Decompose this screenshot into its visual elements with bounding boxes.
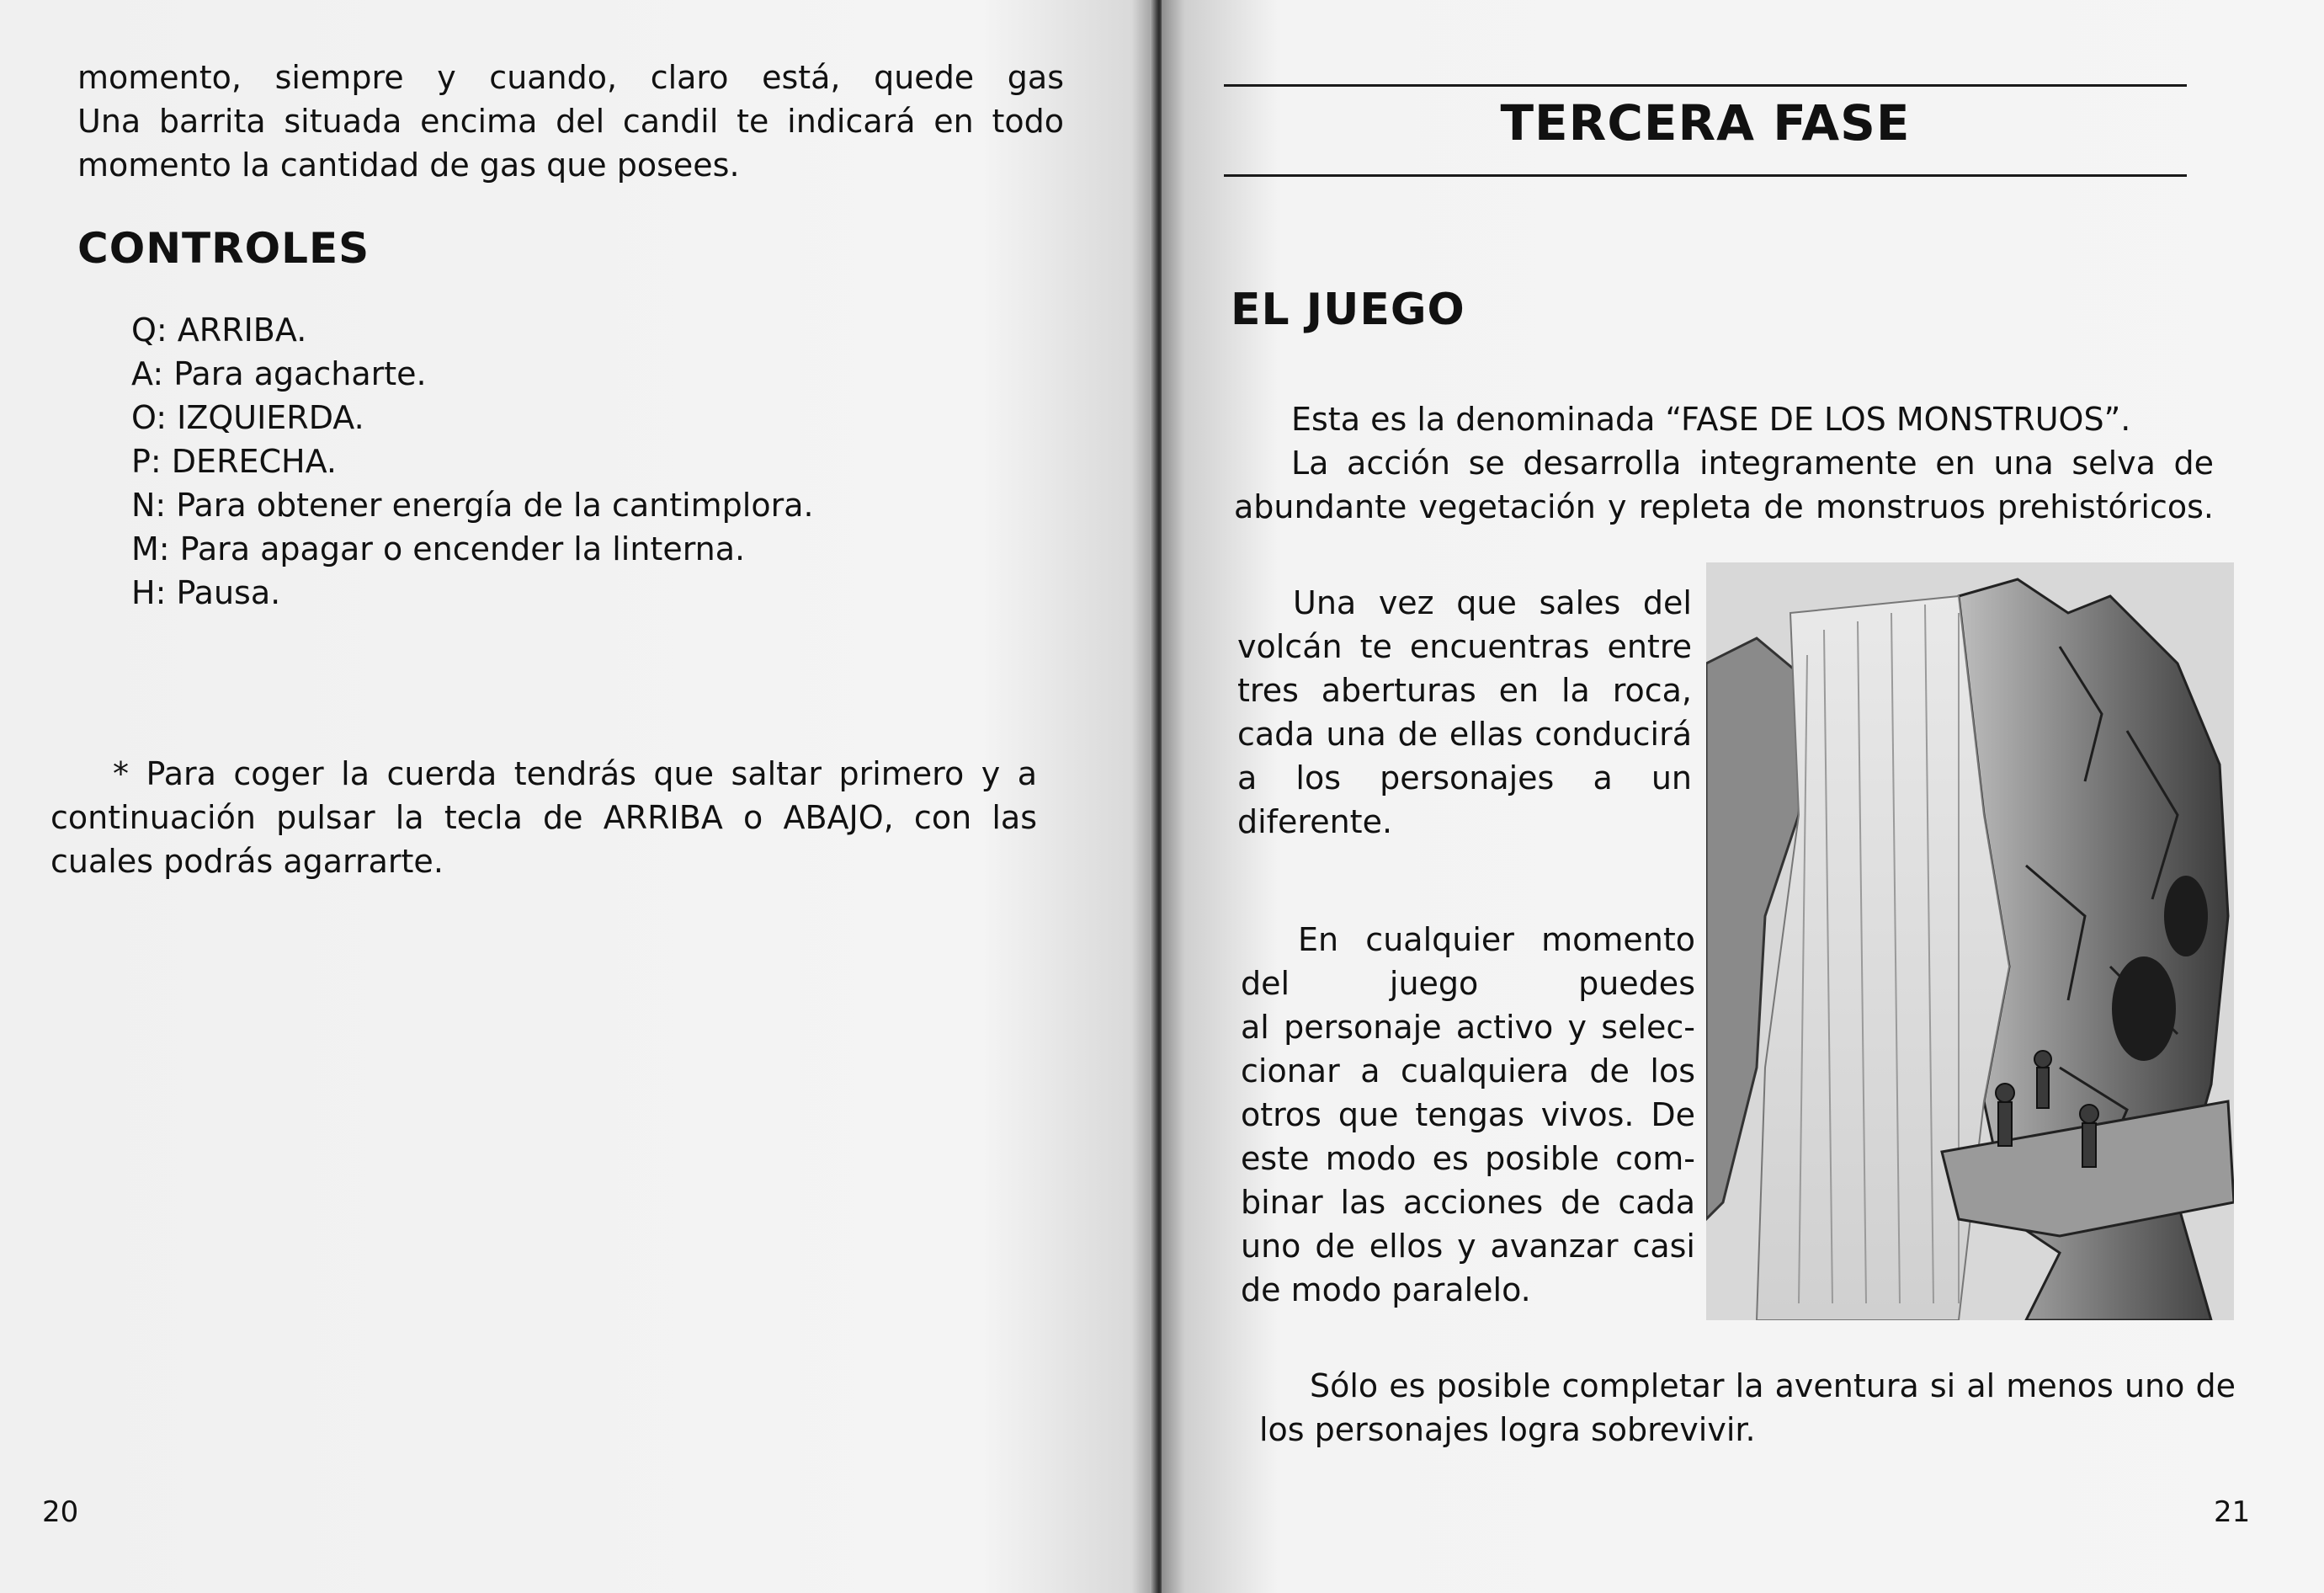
section-heading: EL JUEGO xyxy=(1231,285,1465,335)
rope-note xyxy=(51,752,1037,883)
left-intro-paragraph xyxy=(77,56,1064,187)
left-page xyxy=(0,0,1155,1593)
control-item: O: IZQUIERDA. xyxy=(131,399,364,436)
switch-line: otros que tengas vivos. De xyxy=(1241,1096,1695,1133)
title-rule-top xyxy=(1224,84,2187,87)
final-line: los personajes logra sobrevivir. xyxy=(1259,1411,1756,1448)
switch-line: En cualquier momento xyxy=(1298,921,1695,958)
switch-line: del juego puedes xyxy=(1241,965,1695,1002)
right-intro-line: La acción se desarrolla integramente en una selva de xyxy=(1291,445,2214,482)
final-paragraph xyxy=(1259,1364,2236,1452)
note-line: continuación pulsar la tecla de ARRIBA o ABAJO, con las xyxy=(51,799,1037,836)
controls-heading: CONTROLES xyxy=(77,224,370,273)
switch-line: binar las acciones de cada xyxy=(1241,1184,1695,1221)
page-number-right: 21 xyxy=(2214,1495,2251,1529)
caves-line: volcán te encuentras entre xyxy=(1237,628,1692,665)
control-item: Q: ARRIBA. xyxy=(131,312,307,349)
control-item: P: DERECHA. xyxy=(131,443,337,480)
page-title: TERCERA FASE xyxy=(1500,94,1911,152)
right-intro-line: Esta es la denominada “FASE DE LOS MONSTRUOS”. xyxy=(1291,401,2131,438)
switch-line: al personaje activo y selec- xyxy=(1241,1009,1695,1046)
right-intro-paragraph xyxy=(1234,397,2214,529)
switch-character-paragraph xyxy=(1241,918,1695,1312)
cave-opening xyxy=(2112,956,2176,1061)
caves-line: cada una de ellas conducirá xyxy=(1237,716,1692,753)
switch-line: cionar a cualquiera de los xyxy=(1241,1052,1695,1090)
title-rule-bottom xyxy=(1224,174,2187,177)
control-item: A: Para agacharte. xyxy=(131,355,427,392)
left-intro-line: momento la cantidad de gas que posees. xyxy=(77,147,740,184)
page-number-left: 20 xyxy=(42,1495,79,1529)
left-intro-line: momento, siempre y cuando, claro está, quede gas xyxy=(77,59,1064,96)
waterfall-cliff-illustration xyxy=(1706,562,2234,1320)
control-item: N: Para obtener energía de la cantimplora. xyxy=(131,487,814,524)
caves-paragraph xyxy=(1237,581,1692,844)
switch-line: uno de ellos y avanzar casi xyxy=(1241,1228,1695,1265)
cave-opening xyxy=(2164,876,2208,956)
note-line: cuales podrás agarrarte. xyxy=(51,843,444,880)
control-item: M: Para apagar o encender la linterna. xyxy=(131,530,746,567)
caves-line: Una vez que sales del xyxy=(1293,584,1692,621)
final-line: Sólo es posible completar la aventura si al menos uno de xyxy=(1310,1367,2236,1404)
switch-line: de modo paralelo. xyxy=(1241,1271,1531,1308)
switch-line: este modo es posible com- xyxy=(1241,1140,1695,1177)
note-line: * Para coger la cuerda tendrás que saltar primero y a xyxy=(113,755,1037,792)
controls-list xyxy=(131,308,973,615)
control-item: H: Pausa. xyxy=(131,574,281,611)
right-intro-line: abundante vegetación y repleta de monstruos prehistóricos. xyxy=(1234,488,2214,525)
caves-line: diferente. xyxy=(1237,803,1393,840)
caves-line: tres aberturas en la roca, xyxy=(1237,672,1692,709)
caves-line: a los personajes a un xyxy=(1237,759,1692,796)
left-intro-line: Una barrita situada encima del candil te indicará en todo xyxy=(77,103,1064,140)
